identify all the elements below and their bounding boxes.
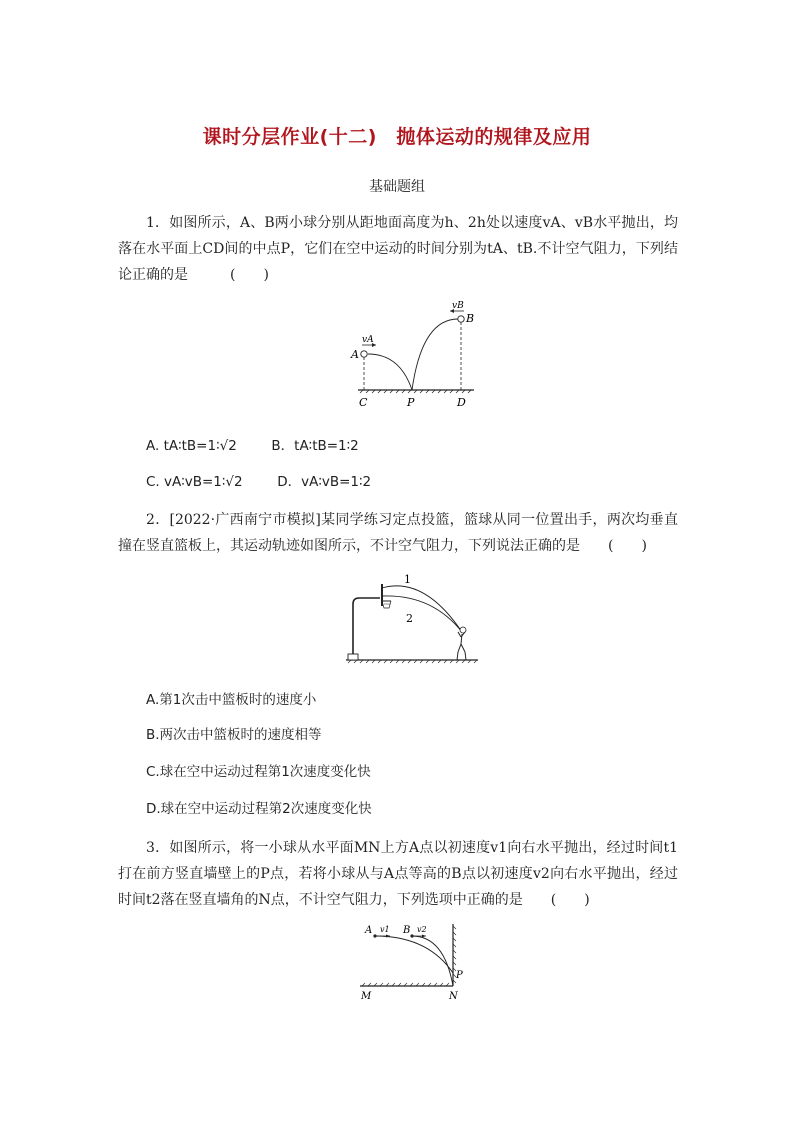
option-1c[interactable]: C. vA∶vB=1∶√2 <box>146 474 243 490</box>
question-1-options-row-1 <box>146 435 359 457</box>
option-2a[interactable]: A.第1次击中篮板时的速度小 <box>146 692 317 708</box>
option-2d[interactable]: D.球在空中运动过程第2次速度变化快 <box>146 801 372 817</box>
option-2c[interactable]: C.球在空中运动过程第1次速度变化快 <box>146 764 371 780</box>
label-m: M <box>361 991 372 1002</box>
question-3-number: 3． <box>146 840 170 856</box>
option-2b[interactable]: B.两次击中篮板时的速度相等 <box>146 727 322 743</box>
label-n: N <box>449 991 458 1002</box>
question-3 <box>118 835 678 913</box>
option-1a[interactable]: A. tA∶tB=1∶√2 <box>146 438 237 454</box>
label-va: vA <box>362 335 374 345</box>
label-p: P <box>456 970 463 981</box>
question-1-options-row-2 <box>146 471 371 493</box>
question-1-figure <box>340 296 490 414</box>
ball-a <box>361 351 367 357</box>
question-1 <box>118 210 678 288</box>
label-p: P <box>407 396 415 409</box>
question-3-text: 如图所示，将一小球从水平面MN上方A点以初速度v1向右水平抛出，经过时间t1打在前方竖直墙壁上的P点，若将小球从与A点等高的B点以初速度v2向右水平抛出，经过时间t2落在竖直墙角的N点，不计空气阻力，下列选项中正确的是 ( ) <box>118 840 678 908</box>
question-2 <box>118 507 678 559</box>
option-1d[interactable]: D．vA∶vB=1∶2 <box>277 474 372 490</box>
trajectory-label-2: 2 <box>406 612 413 625</box>
question-2-number: 2． <box>146 512 170 528</box>
question-2-figure <box>344 572 480 666</box>
label-d: D <box>457 396 466 409</box>
label-vb: vB <box>452 301 464 311</box>
ball-b <box>458 316 464 322</box>
label-b: B <box>466 312 475 325</box>
label-b: B <box>403 925 411 936</box>
trajectory-label-1: 1 <box>404 573 411 586</box>
label-v1: v1 <box>380 925 390 934</box>
question-1-text: 如图所示，A、B两小球分别从距地面高度为h、2h处以速度vA、vB水平抛出，均落在水平面上CD间的中点P，它们在空中运动的时间分别为tA、tB.不计空气阻力，下列结论正确的是 ( ) <box>118 215 678 283</box>
question-2-text: [2022·广西南宁市模拟]某同学练习定点投篮，篮球从同一位置出手，两次均垂直撞在竖直篮板上，其运动轨迹如图所示，不计空气阻力，下列说法正确的是 ( ) <box>118 512 678 554</box>
question-1-number: 1． <box>146 215 170 231</box>
option-1b[interactable]: B．tA∶tB=1∶2 <box>271 438 359 454</box>
label-c: C <box>359 396 368 409</box>
label-a: A <box>365 925 373 936</box>
label-a: A <box>351 348 359 361</box>
page-title: 课时分层作业(十二) 抛体运动的规律及应用 <box>202 126 592 148</box>
question-3-figure <box>352 918 472 1004</box>
section-heading: 基础题组 <box>369 179 425 195</box>
label-v2: v2 <box>417 925 427 934</box>
